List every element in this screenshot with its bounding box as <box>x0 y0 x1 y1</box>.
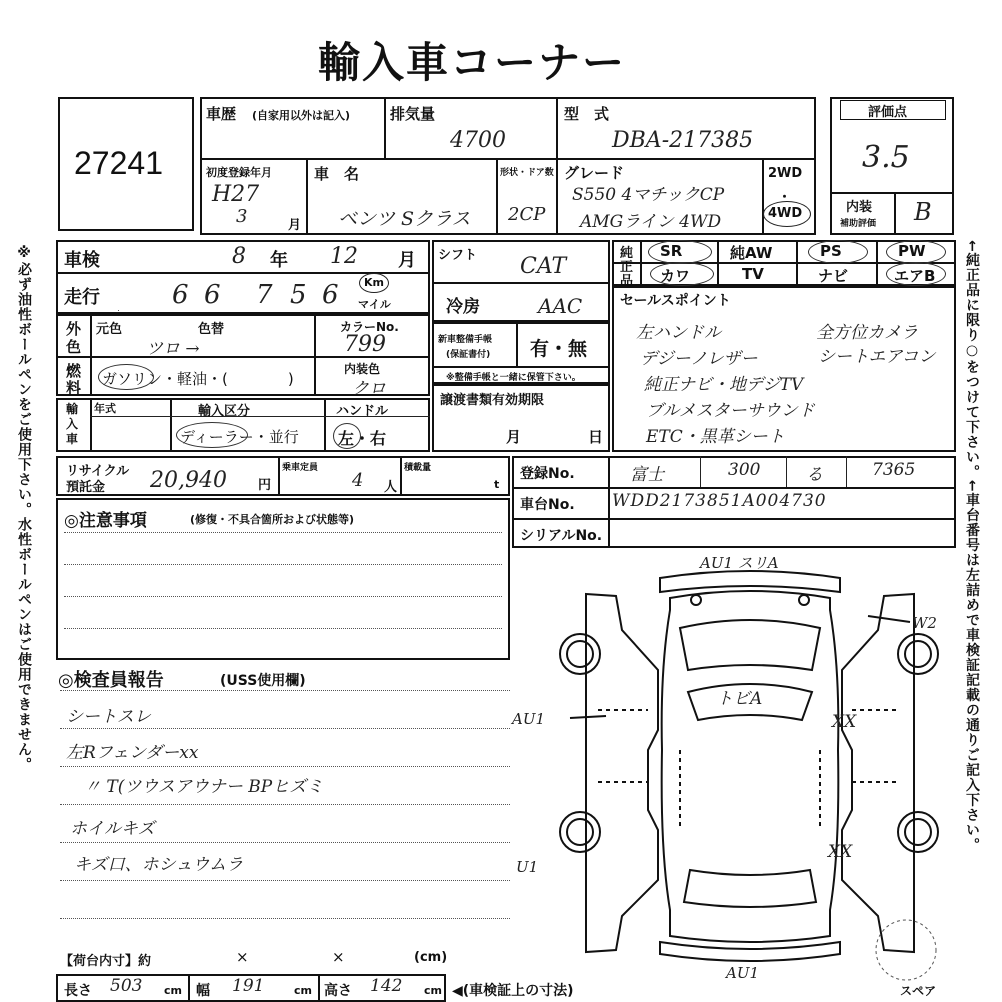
mileage-km-circle <box>359 273 389 293</box>
ext-color-change-label: 色替 <box>198 322 225 337</box>
ext-color-a: 外 <box>66 320 82 338</box>
first-reg-year: H27 <box>212 182 260 207</box>
equip-circle-pw <box>886 240 946 264</box>
handle-left-circle <box>333 423 361 449</box>
sales-item-2: 全方位カメラ <box>816 323 918 343</box>
drive-2wd: 2WD <box>768 166 803 181</box>
left-side-note: ※必ず油性ボールペンをご使用下さい。水性ボールペンはご使用できません。 <box>16 245 32 772</box>
sales-item-1: 左ハンドル <box>636 323 721 343</box>
history-label: 車歴 <box>206 105 237 123</box>
mileage-digit-2: 6 <box>204 280 221 310</box>
cargo-x1: × <box>236 948 249 966</box>
aircon-label: 冷房 <box>446 297 480 317</box>
serial-label: シリアルNo. <box>520 528 603 544</box>
inspection-year: 8 <box>232 244 246 269</box>
diagram-right-front: W2 <box>912 614 937 632</box>
transfer-day: 日 <box>588 428 604 446</box>
import-year-label: 年式 <box>94 402 116 415</box>
shift-label: シフト <box>438 248 478 263</box>
report-line-4: ホイルキズ <box>70 819 155 839</box>
equip-airbag: エアB <box>894 267 936 285</box>
report-line-3: 〃 T(ツウスアウナー BPヒズミ <box>84 777 324 797</box>
cargo-x2: × <box>332 948 345 966</box>
equip-pw: PW <box>898 242 926 260</box>
model-type-label: 型 式 <box>564 105 610 123</box>
right-side-note: ←純正品に限り○をつけて下さい。←車台番号は左詰めで車検証記載の通りご記入下さい。 <box>964 240 980 853</box>
fuel-a: 燃 <box>66 362 82 380</box>
sales-item-4: シートエアコン <box>818 347 936 367</box>
car-name-value: ベンツ Sクラス <box>338 208 471 230</box>
capacity-label: 乗車定員 <box>282 463 319 473</box>
sales-item-3: デジーノレザー <box>640 349 758 369</box>
capacity-unit: 人 <box>384 480 398 495</box>
equip-navi: ナビ <box>818 267 849 285</box>
page-title: 輸入車コーナー <box>318 38 627 87</box>
drive-dot: ・ <box>778 190 792 205</box>
first-reg-month-unit: 月 <box>288 218 302 233</box>
mileage-digit-4: 5 <box>290 280 307 310</box>
mileage-digit-5: 6 <box>322 280 339 310</box>
aircon-value: AAC <box>538 294 583 318</box>
import-c: 車 <box>66 432 79 446</box>
notes-label: ◎注意事項 <box>64 511 147 531</box>
first-reg-label: 初度登録年月 <box>206 166 272 179</box>
import-type-label: 輸入区分 <box>198 404 251 419</box>
dealer-circle <box>176 422 248 448</box>
transfer-label: 譲渡書類有効期限 <box>440 393 545 408</box>
diagram-front-mark: AU1 スリA <box>700 554 779 572</box>
reg-part-2: 300 <box>728 460 761 480</box>
sales-item-5: 純正ナビ・地デジTV <box>644 375 804 395</box>
diagram-left-rear: U1 <box>516 858 539 876</box>
equip-leather: カワ <box>660 267 691 285</box>
ext-color-b: 色 <box>66 338 82 356</box>
interior-color-label: 内装色 <box>344 362 381 376</box>
displacement-label: 排気量 <box>390 105 436 123</box>
manual-value: 有・無 <box>530 338 588 360</box>
equip-aw: 純AW <box>730 244 773 262</box>
score-label: 評価点 <box>868 105 908 120</box>
import-type-value: ディーラー・並行 <box>180 428 299 446</box>
dims-length-label: 長さ <box>64 983 92 999</box>
dims-height-label: 高さ <box>324 983 352 999</box>
equipment-label-c: 品 <box>620 274 634 289</box>
displacement-value: 4700 <box>450 128 506 153</box>
transfer-month: 月 <box>506 428 522 446</box>
mileage-unit-km: Km <box>364 276 384 289</box>
manual-label2: (保証書付) <box>446 350 491 360</box>
handle-label: ハンドル <box>336 404 389 419</box>
dims-width: 191 <box>232 976 265 996</box>
body-doors-label: 形状・ドア数 <box>500 168 554 178</box>
equipment-label-a: 純 <box>620 246 634 261</box>
handle-value: 左・右 <box>338 429 387 448</box>
equip-circle-sr <box>648 240 712 264</box>
load-label: 積載量 <box>404 463 432 473</box>
equip-ps: PS <box>820 242 842 260</box>
grade-line1: S550 4マチックCP <box>572 185 725 205</box>
ext-color-orig-label: 元色 <box>96 322 123 337</box>
dims-length-unit: cm <box>164 984 182 997</box>
inspection-label: 車検 <box>64 250 100 271</box>
interior-color-value: クロ <box>352 379 386 399</box>
sales-points-label: セールスポイント <box>620 293 731 309</box>
interior-label2: 補助評価 <box>840 219 877 229</box>
reg-part-1: 富士 <box>630 465 664 485</box>
equip-sr: SR <box>660 242 683 260</box>
recycle-unit: 円 <box>258 478 272 493</box>
dims-width-unit: cm <box>294 984 312 997</box>
grade-label: グレード <box>564 164 625 182</box>
mileage-digit-3: 7 <box>256 280 273 310</box>
grade-line2: AMGライン 4WD <box>580 212 722 232</box>
import-b: 入 <box>66 417 79 431</box>
reg-part-3: る <box>806 465 823 485</box>
chassis-label: 車台No. <box>520 497 575 513</box>
fuel-options: ガソリン・軽油・( ) <box>102 370 294 388</box>
dims-length: 503 <box>110 976 143 996</box>
equip-tv: TV <box>742 265 764 283</box>
history-sub: (自家用以外は記入) <box>252 109 351 122</box>
inspection-month: 12 <box>330 244 358 269</box>
diagram-roof-mark: トビA <box>716 689 763 709</box>
mileage-unit-mile: マイル <box>358 298 391 311</box>
dims-note: ◀(車検証上の寸法) <box>452 983 574 999</box>
load-unit: t <box>494 478 500 491</box>
report-line-2: 左Rフェンダーxx <box>66 743 199 763</box>
first-reg-month: 3 <box>236 206 248 227</box>
cargo-row <box>56 948 446 970</box>
dims-height: 142 <box>370 976 403 996</box>
dims-height-unit: cm <box>424 984 442 997</box>
lot-number: 27241 <box>74 145 163 181</box>
fuel-b: 料 <box>66 379 82 397</box>
interior-label1: 内装 <box>846 200 873 215</box>
report-line-5: キズ口、ホシュウムラ <box>74 855 244 875</box>
sales-item-7: ETC・黒革シート <box>646 427 785 447</box>
recycle-label1: リサイクル <box>66 464 130 479</box>
inspection-year-unit: 年 <box>270 250 288 271</box>
recycle-value: 20,940 <box>150 468 227 493</box>
ext-color-value: ツロ → <box>146 339 200 359</box>
diagram-rear-mark: AU1 <box>726 964 760 982</box>
color-no-value: 799 <box>344 332 386 357</box>
cargo-unit: (cm) <box>414 950 448 965</box>
reg-label: 登録No. <box>520 466 575 482</box>
notes-sub: (修復・不具合箇所および状態等) <box>190 513 355 526</box>
interior-value: B <box>914 198 932 226</box>
dims-width-label: 幅 <box>196 983 210 999</box>
reg-part-4: 7365 <box>872 460 916 480</box>
equip-circle-leather <box>650 262 714 286</box>
manual-label1: 新車整備手帳 <box>438 335 493 345</box>
mileage-label: 走行 <box>64 287 100 308</box>
drive-circle <box>763 201 811 227</box>
report-line-1: シートスレ <box>66 707 151 727</box>
equipment-label-b: 正 <box>620 260 634 275</box>
color-no-label: カラーNo. <box>340 320 399 334</box>
import-a: 輸 <box>66 402 79 416</box>
diagram-right-mid: XX <box>832 712 857 732</box>
fuel-gas-circle <box>98 364 154 390</box>
manual-note: ※整備手帳と一緒に保管下さい。 <box>446 373 581 383</box>
sales-item-6: ブルメスターサウンド <box>646 401 815 421</box>
score-value: 3.5 <box>862 140 910 175</box>
car-name-label: 車 名 <box>314 165 360 183</box>
body-doors-value: 2CP <box>508 204 546 225</box>
cargo-label: 【荷台内寸】約 <box>60 954 152 969</box>
model-type-value: DBA-217385 <box>612 128 754 153</box>
report-sub: (USS使用欄) <box>220 673 306 689</box>
equip-circle-airbag <box>886 262 946 286</box>
equip-circle-ps <box>808 240 868 264</box>
chassis-value: WDD2173851A004730 <box>612 491 827 511</box>
report-label: ◎検査員報告 <box>58 670 164 691</box>
shift-value: CAT <box>520 254 567 279</box>
capacity-value: 4 <box>352 470 364 491</box>
diagram-spare-label: スペア <box>900 984 937 998</box>
diagram-right-rear: XX <box>828 842 853 862</box>
diagram-left-front: AU1 <box>512 710 546 728</box>
inspection-month-unit: 月 <box>398 250 416 271</box>
mileage-digit-1: 6 <box>172 280 189 310</box>
recycle-label2: 預託金 <box>66 480 106 495</box>
lot-number-box <box>58 97 194 231</box>
car-damage-diagram <box>540 550 960 990</box>
drive-4wd: 4WD <box>768 206 803 221</box>
